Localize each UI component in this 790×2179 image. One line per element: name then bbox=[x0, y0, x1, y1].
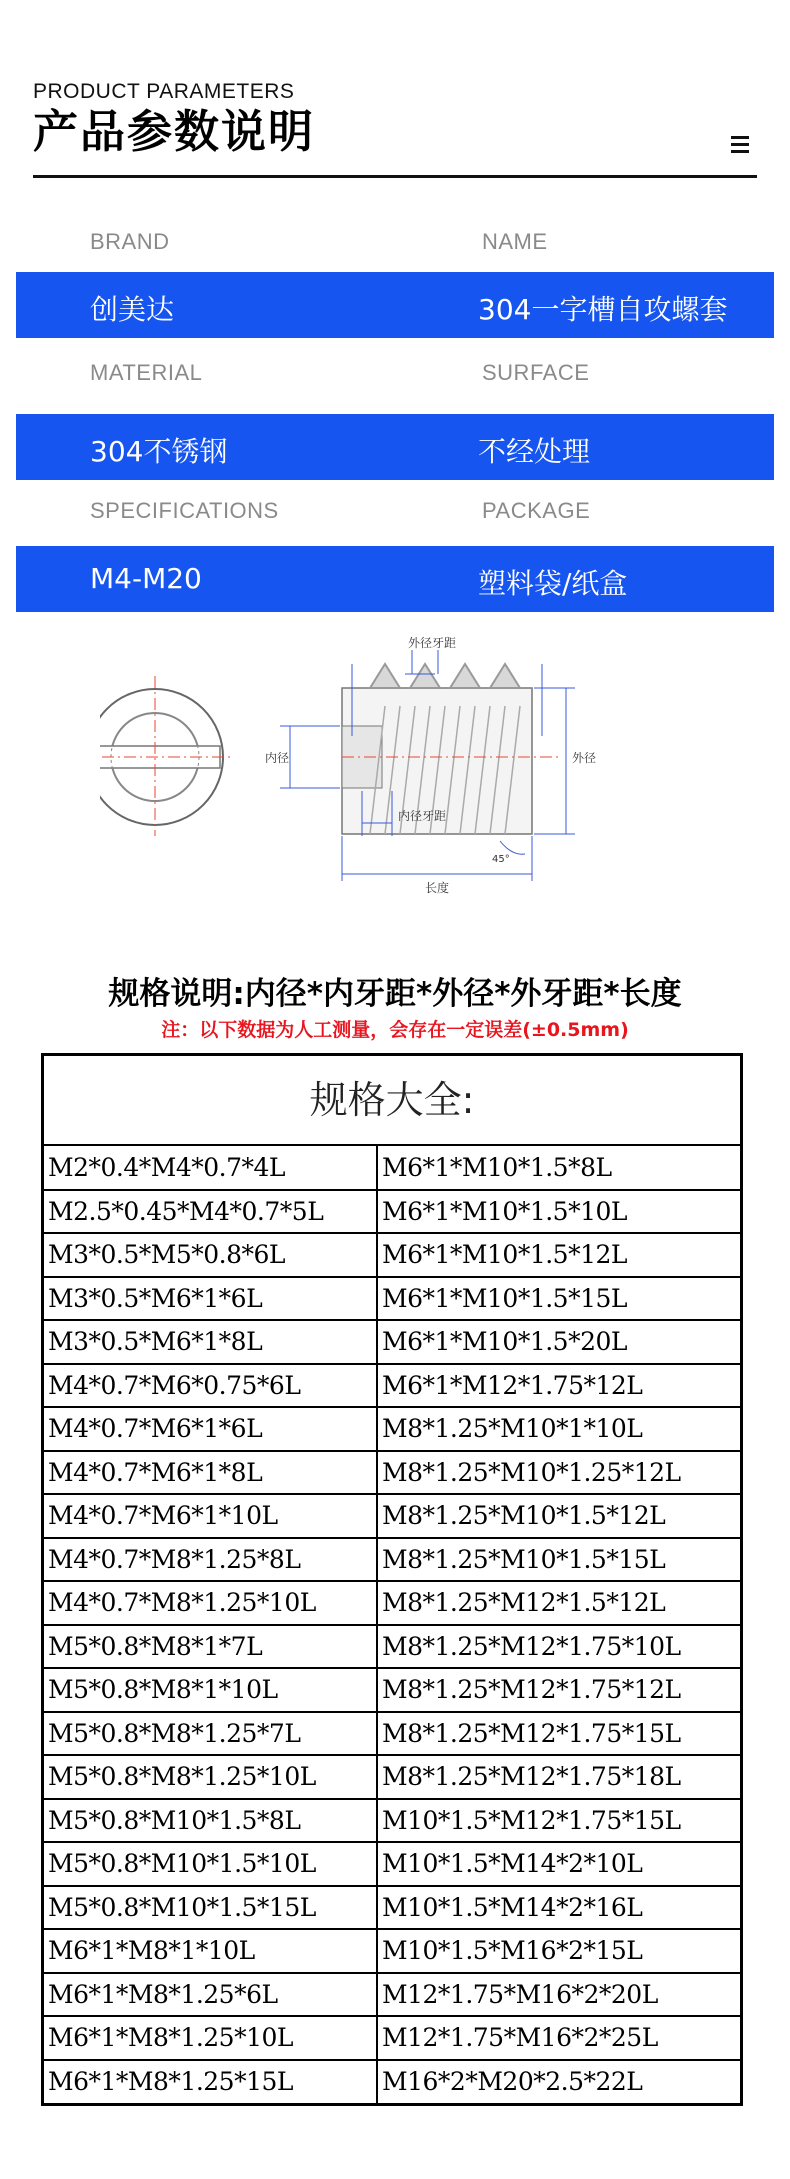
table-cell: M12*1.75*M16*2*20L bbox=[377, 1973, 740, 2017]
table-row bbox=[44, 1842, 740, 1886]
table-cell: M5*0.8*M10*1.5*8L bbox=[44, 1799, 377, 1843]
table-row bbox=[44, 1973, 740, 2017]
param-value: 不经处理 bbox=[478, 435, 591, 468]
table-row bbox=[44, 1407, 740, 1451]
table-cell: M5*0.8*M10*1.5*10L bbox=[44, 1842, 377, 1886]
label-outer-diameter: 外径 bbox=[572, 751, 597, 765]
table-row bbox=[44, 1320, 740, 1364]
table-cell: M12*1.75*M16*2*25L bbox=[377, 2016, 740, 2060]
table-cell: M5*0.8*M8*1.25*10L bbox=[44, 1755, 377, 1799]
table-cell: M8*1.25*M12*1.75*15L bbox=[377, 1712, 740, 1756]
screw-insert-diagram bbox=[100, 636, 660, 926]
table-cell: M8*1.25*M10*1*10L bbox=[377, 1407, 740, 1451]
param-label: BRAND bbox=[90, 229, 170, 254]
param-value-row bbox=[16, 414, 774, 480]
param-value: 创美达 bbox=[90, 293, 175, 326]
table-cell: M4*0.7*M8*1.25*8L bbox=[44, 1538, 377, 1582]
label-outer-pitch: 外径牙距 bbox=[407, 636, 457, 650]
table-cell: M4*0.7*M6*1*10L bbox=[44, 1494, 377, 1538]
table-row bbox=[44, 1799, 740, 1843]
param-label: PACKAGE bbox=[482, 498, 591, 523]
table-cell: M6*1*M12*1.75*12L bbox=[377, 1364, 740, 1408]
table-cell: M4*0.7*M6*0.75*6L bbox=[44, 1364, 377, 1408]
table-row bbox=[44, 2016, 740, 2060]
param-label-row bbox=[16, 338, 774, 414]
side-view-drawing bbox=[342, 664, 560, 834]
table-cell: M6*1*M10*1.5*15L bbox=[377, 1277, 740, 1321]
page-header bbox=[33, 80, 757, 160]
table-cell: M8*1.25*M10*1.25*12L bbox=[377, 1451, 740, 1495]
table-cell: M2*0.4*M4*0.7*4L bbox=[44, 1146, 377, 1190]
table-row bbox=[44, 1190, 740, 1234]
param-value: 304一字槽自攻螺套 bbox=[478, 293, 728, 326]
param-value-row bbox=[16, 272, 774, 338]
table-cell: M8*1.25*M12*1.75*10L bbox=[377, 1625, 740, 1669]
table-cell: M8*1.25*M10*1.5*15L bbox=[377, 1538, 740, 1582]
table-cell: M2.5*0.45*M4*0.7*5L bbox=[44, 1190, 377, 1234]
table-cell: M3*0.5*M6*1*8L bbox=[44, 1320, 377, 1364]
label-inner-diameter: 内径 bbox=[265, 751, 290, 765]
table-row bbox=[44, 1494, 740, 1538]
table-cell: M4*0.7*M6*1*8L bbox=[44, 1451, 377, 1495]
table-row bbox=[44, 1929, 740, 1973]
param-label: SURFACE bbox=[482, 360, 590, 385]
table-cell: M8*1.25*M12*1.75*18L bbox=[377, 1755, 740, 1799]
table-cell: M6*1*M10*1.5*10L bbox=[377, 1190, 740, 1234]
table-row bbox=[44, 1886, 740, 1930]
table-row bbox=[44, 1451, 740, 1495]
table-row bbox=[44, 2060, 740, 2104]
table-cell: M10*1.5*M14*2*10L bbox=[377, 1842, 740, 1886]
param-label: MATERIAL bbox=[90, 360, 203, 385]
table-cell: M5*0.8*M10*1.5*15L bbox=[44, 1886, 377, 1930]
param-label: SPECIFICATIONS bbox=[90, 498, 279, 523]
table-cell: M8*1.25*M12*1.75*12L bbox=[377, 1668, 740, 1712]
table-cell: M6*1*M10*1.5*20L bbox=[377, 1320, 740, 1364]
param-value: 塑料袋/纸盒 bbox=[478, 567, 628, 600]
label-length: 长度 bbox=[424, 881, 450, 895]
table-cell: M6*1*M8*1.25*10L bbox=[44, 2016, 377, 2060]
param-label: NAME bbox=[482, 229, 548, 254]
table-row bbox=[44, 1581, 740, 1625]
table-row bbox=[44, 1146, 740, 1190]
table-cell: M5*0.8*M8*1*10L bbox=[44, 1668, 377, 1712]
table-row bbox=[44, 1364, 740, 1408]
param-label-row bbox=[16, 214, 774, 272]
table-cell: M16*2*M20*2.5*22L bbox=[382, 2067, 643, 2097]
table-cell: M8*1.25*M10*1.5*12L bbox=[377, 1494, 740, 1538]
param-value-row bbox=[16, 546, 774, 612]
table-row bbox=[44, 1625, 740, 1669]
table-cell: M6*1*M8*1.25*15L bbox=[44, 2060, 377, 2104]
table-cell: M4*0.7*M6*1*6L bbox=[44, 1407, 377, 1451]
table-cell: M10*1.5*M12*1.75*15L bbox=[377, 1799, 740, 1843]
spec-table-body bbox=[44, 1146, 740, 2103]
header-en-title: PRODUCT PARAMETERS bbox=[33, 80, 295, 103]
table-cell: M8*1.25*M12*1.5*12L bbox=[377, 1581, 740, 1625]
param-value: 304不锈钢 bbox=[90, 435, 228, 468]
menu-icon[interactable] bbox=[731, 136, 749, 157]
table-cell: M5*0.8*M8*1.25*7L bbox=[44, 1712, 377, 1756]
table-cell: M6*1*M8*1.25*6L bbox=[44, 1973, 377, 2017]
table-row bbox=[44, 1538, 740, 1582]
end-view-drawing bbox=[100, 676, 230, 836]
param-value: M4-M20 bbox=[90, 562, 202, 595]
table-cell: M10*1.5*M16*2*15L bbox=[377, 1929, 740, 1973]
table-cell: M3*0.5*M5*0.8*6L bbox=[44, 1233, 377, 1277]
table-cell: M10*1.5*M14*2*16L bbox=[377, 1886, 740, 1930]
label-inner-pitch: 内径牙距 bbox=[398, 809, 447, 823]
spec-title: 规格说明:内径*内牙距*外径*外牙距*长度 bbox=[108, 976, 682, 1012]
table-row bbox=[44, 1233, 740, 1277]
spec-table-heading: 规格大全: bbox=[44, 1056, 740, 1146]
param-label-row bbox=[16, 480, 774, 546]
table-cell: M6*1*M10*1.5*8L bbox=[377, 1146, 740, 1190]
table-cell: M5*0.8*M8*1*7L bbox=[44, 1625, 377, 1669]
spec-note: 注：以下数据为人工测量，会存在一定误差(±0.5mm) bbox=[161, 1019, 629, 1041]
table-cell: M4*0.7*M8*1.25*10L bbox=[44, 1581, 377, 1625]
product-parameters bbox=[16, 214, 774, 612]
spec-table bbox=[41, 1053, 743, 2106]
table-cell: M6*1*M10*1.5*12L bbox=[377, 1233, 740, 1277]
table-cell: M6*1*M8*1*10L bbox=[44, 1929, 377, 1973]
table-row bbox=[44, 1668, 740, 1712]
table-row bbox=[44, 1712, 740, 1756]
table-row bbox=[44, 1755, 740, 1799]
label-angle: 45° bbox=[492, 854, 510, 865]
header-divider bbox=[33, 175, 757, 178]
table-cell: M3*0.5*M6*1*6L bbox=[44, 1277, 377, 1321]
table-row bbox=[44, 1277, 740, 1321]
header-cn-title: 产品参数说明 bbox=[33, 105, 316, 158]
